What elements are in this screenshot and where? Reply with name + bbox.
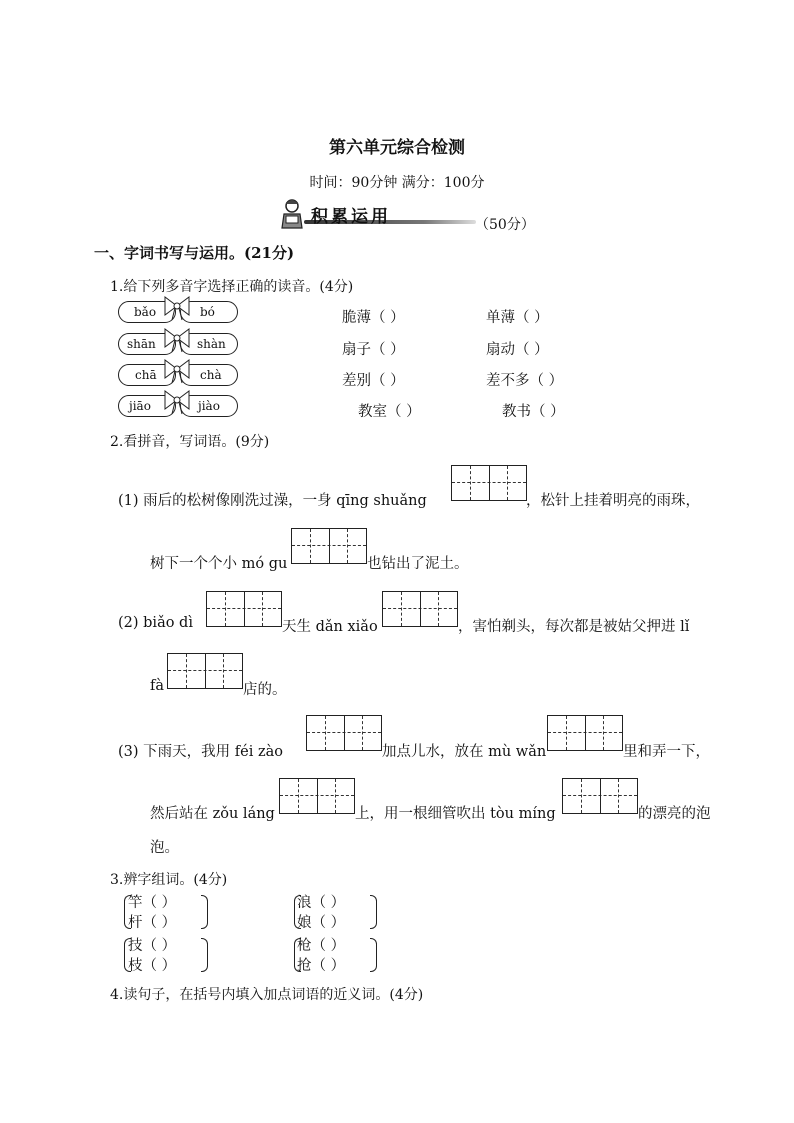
sentence-text: 也钻出了泥土。: [367, 556, 469, 572]
bow-icon: [162, 327, 192, 353]
page-title: 第六单元综合检测: [329, 138, 465, 158]
word-pair-item[interactable]: 枝（ ）: [128, 958, 177, 974]
sentence-text: 然后站在 zǒu láng: [150, 806, 275, 822]
question-1-prompt: 1.给下列多音字选择正确的读音。(4分): [110, 279, 354, 295]
writing-grid[interactable]: [451, 465, 527, 501]
writing-grid[interactable]: [547, 715, 623, 751]
sentence-text: 树下一个个小 mó gu: [150, 556, 288, 572]
right-brace: [201, 938, 208, 972]
sentence-text: 加点儿水，放在 mù wǎn: [382, 744, 547, 760]
girl-reading-icon: [278, 198, 308, 230]
writing-grid[interactable]: [382, 591, 458, 627]
sentence-text: 店的。: [243, 682, 287, 698]
sentence-text: 天生 dǎn xiǎo: [282, 619, 378, 635]
pinyin-option: shàn: [197, 337, 226, 351]
answer-item[interactable]: 单薄（ ）: [486, 310, 549, 326]
sentence-text: 里和弄一下，: [623, 744, 710, 760]
word-pair-item[interactable]: 技（ ）: [128, 938, 177, 954]
writing-grid[interactable]: [206, 591, 282, 627]
sentence-text: 泡。: [150, 840, 179, 856]
answer-item[interactable]: 差别（ ）: [342, 373, 405, 389]
pinyin-option: bó: [200, 305, 215, 319]
sentence-text: fà: [150, 678, 165, 694]
sentence-text: (2) biǎo dì: [118, 615, 193, 631]
answer-item[interactable]: 脆薄（ ）: [342, 310, 405, 326]
answer-item[interactable]: 扇动（ ）: [486, 342, 549, 358]
answer-item[interactable]: 教书（ ）: [502, 404, 565, 420]
pinyin-option: bǎo: [134, 305, 157, 319]
sentence-text: ，害怕剃头，每次都是被姑父押进 lǐ: [458, 619, 690, 635]
word-pair-item[interactable]: 娘（ ）: [297, 915, 346, 931]
writing-grid[interactable]: [291, 528, 367, 564]
sentence-text: 上，用一根细管吹出 tòu míng: [355, 806, 556, 822]
word-pair-item[interactable]: 抢（ ）: [297, 958, 346, 974]
right-brace: [201, 895, 208, 929]
exam-info: 时间：90分钟 满分：100分: [309, 175, 485, 191]
writing-grid[interactable]: [562, 778, 638, 814]
pinyin-option: jiāo: [129, 399, 151, 413]
writing-grid[interactable]: [279, 778, 355, 814]
pinyin-option: shān: [127, 337, 156, 351]
question-4-prompt: 4.读句子，在括号内填入加点词语的近义词。(4分): [110, 987, 424, 1003]
sentence-text: (3) 下雨天，我用 féi zào: [118, 744, 283, 760]
writing-grid[interactable]: [167, 653, 243, 689]
pinyin-pair: [118, 333, 236, 355]
word-pair-item[interactable]: 浪（ ）: [297, 895, 346, 911]
writing-grid[interactable]: [306, 715, 382, 751]
section-title: 一、字词书写与运用。(21分): [94, 244, 295, 262]
question-3-prompt: 3.辨字组词。(4分): [110, 872, 228, 888]
right-brace: [370, 895, 377, 929]
bow-icon: [162, 358, 192, 384]
answer-item[interactable]: 扇子（ ）: [342, 342, 405, 358]
pinyin-option: chà: [200, 368, 222, 382]
word-pair-item[interactable]: 竿（ ）: [128, 895, 177, 911]
sentence-text: ，松针上挂着明亮的雨珠，: [526, 493, 700, 509]
question-2-prompt: 2.看拼音，写词语。(9分): [110, 434, 270, 450]
pinyin-pair: [118, 364, 236, 386]
right-brace: [370, 938, 377, 972]
sentence-text: (1) 雨后的松树像刚洗过澡，一身 qīng shuǎng: [118, 493, 427, 509]
sentence-text: 的漂亮的泡: [638, 806, 711, 822]
word-pair-item[interactable]: 枪（ ）: [297, 938, 346, 954]
bow-icon: [162, 295, 192, 321]
pinyin-option: jiào: [198, 399, 220, 413]
banner-score: （50分）: [475, 217, 535, 233]
section-banner: [278, 198, 478, 232]
banner-label: 积累运用: [311, 207, 391, 227]
pinyin-pair: [118, 301, 236, 323]
pinyin-option: chā: [135, 368, 157, 382]
bow-icon: [162, 389, 192, 415]
pinyin-pair: [118, 395, 236, 417]
answer-item[interactable]: 教室（ ）: [358, 404, 421, 420]
word-pair-item[interactable]: 杆（ ）: [128, 915, 177, 931]
answer-item[interactable]: 差不多（ ）: [486, 373, 564, 389]
